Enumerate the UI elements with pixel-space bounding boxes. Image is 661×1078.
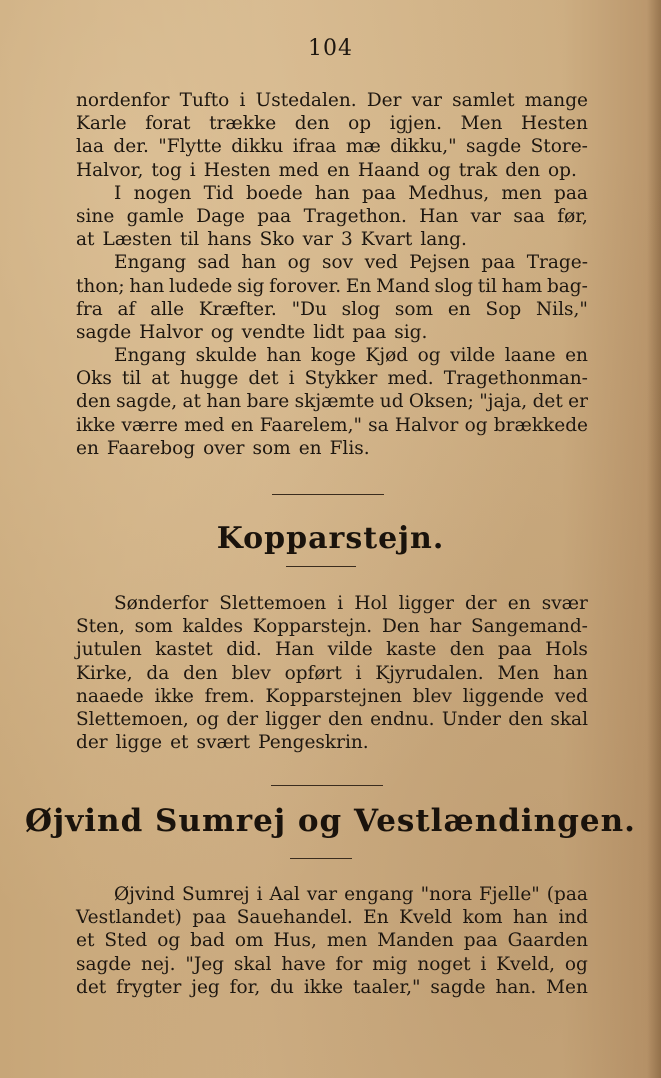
- word: svært: [196, 732, 251, 754]
- word: Halvor,: [76, 159, 144, 181]
- word: og: [427, 159, 451, 181]
- section-1-text: [76, 89, 588, 460]
- word: Trage-: [526, 252, 588, 274]
- word: er: [568, 391, 588, 413]
- word: den: [76, 391, 111, 413]
- word: den: [505, 159, 540, 181]
- word: Sønderfor: [114, 593, 209, 614]
- section-2-text: [76, 592, 588, 754]
- word: Store-: [530, 136, 588, 158]
- word: den: [328, 708, 363, 730]
- word: En: [345, 275, 372, 297]
- word: boede: [245, 182, 303, 204]
- text-line: [76, 251, 588, 274]
- text-line: [76, 321, 588, 344]
- word: taaler,": [352, 976, 421, 998]
- word: trække: [209, 113, 277, 135]
- word: Kopparstejn.: [252, 616, 373, 638]
- word: med.: [387, 368, 434, 390]
- word: Men: [546, 976, 588, 998]
- text-line: [76, 592, 588, 615]
- word: han.: [495, 976, 537, 998]
- word: i: [480, 953, 487, 975]
- word: paa: [481, 252, 516, 274]
- divider-rule-1: [272, 494, 384, 495]
- word: et: [76, 930, 95, 952]
- word: hans: [207, 229, 252, 251]
- word: mæ: [345, 136, 381, 158]
- text-line: [76, 390, 588, 413]
- word: ind: [558, 907, 588, 929]
- word: der: [465, 593, 497, 614]
- text-line: [76, 906, 588, 929]
- word: ikke: [154, 685, 194, 707]
- word: Sauehandel.: [236, 907, 353, 929]
- word: Ustedalen.: [255, 90, 357, 111]
- word: "Flytte: [158, 136, 222, 158]
- word: han: [553, 662, 588, 684]
- word: en: [76, 437, 99, 459]
- word: har: [429, 616, 462, 638]
- word: nej.: [141, 953, 176, 975]
- word: ludede: [168, 275, 233, 297]
- word: slog: [341, 298, 381, 320]
- word: men: [501, 182, 542, 204]
- word: Dage: [196, 205, 245, 227]
- word: Slettemoen: [219, 593, 327, 614]
- word: Men: [497, 662, 540, 684]
- word: det: [532, 391, 563, 413]
- word: Kveld,: [496, 953, 556, 975]
- word: og: [564, 953, 588, 975]
- word: paa: [463, 930, 498, 952]
- text-line: [76, 929, 588, 952]
- word: Stykker: [304, 368, 378, 390]
- word: Han: [275, 639, 315, 661]
- word: at: [182, 391, 201, 413]
- word: med: [184, 414, 225, 436]
- word: Men: [460, 113, 503, 135]
- heading-kopparstejn: Kopparstejn.: [216, 521, 445, 556]
- word: i: [337, 593, 344, 614]
- word: Slettemoen,: [76, 708, 189, 730]
- word: frem.: [204, 685, 255, 707]
- heading-ojvind-sumrej: Øjvind Sumrej og Vestlændingen.: [25, 803, 636, 839]
- text-line: [76, 437, 588, 460]
- word: forat: [145, 113, 191, 135]
- word: Flis.: [329, 437, 370, 459]
- word: ligger: [265, 708, 321, 730]
- word: den: [294, 113, 330, 135]
- divider-rule-3: [271, 785, 383, 786]
- section-3-text: [76, 883, 588, 999]
- word: Kræfter.: [198, 298, 277, 320]
- word: vendte: [241, 321, 306, 343]
- word: Der: [366, 90, 402, 111]
- word: liggende: [462, 685, 544, 707]
- word: ikke: [303, 976, 344, 998]
- word: sagde,: [116, 391, 178, 413]
- word: Fjelle": [478, 884, 540, 905]
- word: ligger: [398, 593, 454, 614]
- word: Hesten: [521, 113, 588, 135]
- text-line: [76, 112, 588, 135]
- word: sov: [322, 252, 354, 274]
- text-line: [76, 275, 588, 298]
- word: om: [234, 930, 264, 952]
- word: Pengeskrin.: [258, 732, 369, 754]
- word: koge: [310, 345, 356, 367]
- word: nogen: [133, 182, 192, 204]
- word: "Jeg: [185, 953, 225, 975]
- text-line: [76, 638, 588, 661]
- word: 3: [340, 229, 353, 251]
- word: Sumrej: [182, 884, 250, 905]
- word: skjæmte: [294, 391, 375, 413]
- word: sig.: [394, 321, 428, 343]
- word: "Du: [291, 298, 327, 320]
- text-line: [76, 662, 588, 685]
- word: sagde: [430, 976, 486, 998]
- word: den: [183, 662, 218, 684]
- word: dikku: [231, 136, 284, 158]
- word: have: [281, 953, 326, 975]
- word: bad: [190, 930, 225, 952]
- word: fra: [76, 298, 103, 320]
- word: Haand: [357, 159, 420, 181]
- word: sagde: [76, 321, 132, 343]
- word: Medhus,: [408, 182, 490, 204]
- word: ikke: [76, 414, 116, 436]
- word: skal: [550, 708, 588, 730]
- word: Hus,: [273, 930, 317, 952]
- word: Hesten: [203, 159, 271, 181]
- text-line: [76, 89, 588, 112]
- word: en: [230, 414, 254, 436]
- word: Tufto: [179, 90, 230, 111]
- word: kaste: [386, 639, 437, 661]
- text-line: [76, 708, 588, 731]
- word: der: [76, 732, 108, 754]
- word: En: [363, 907, 389, 929]
- word: værre: [121, 414, 178, 436]
- word: jeg: [191, 976, 220, 998]
- word: paa: [554, 182, 588, 204]
- word: over: [203, 437, 245, 459]
- word: "jaja,: [479, 391, 528, 413]
- text-line: [76, 953, 588, 976]
- word: frygter: [116, 976, 182, 998]
- word: Hol: [354, 593, 388, 614]
- word: bag-: [546, 275, 588, 297]
- word: naaede: [76, 685, 144, 707]
- word: at: [151, 368, 170, 390]
- word: nordenfor: [76, 90, 170, 111]
- word: Mand: [376, 275, 430, 297]
- word: han: [241, 252, 277, 274]
- word: laa: [76, 136, 104, 158]
- word: ved: [554, 685, 588, 707]
- word: mange: [524, 90, 588, 111]
- word: "nora: [420, 884, 473, 905]
- word: tog: [151, 159, 182, 181]
- page-number: 104: [308, 36, 353, 61]
- word: Vestlandet): [76, 907, 182, 929]
- text-line: [76, 205, 588, 228]
- text-line: [76, 298, 588, 321]
- word: i: [256, 884, 263, 905]
- word: gamle: [126, 205, 184, 227]
- word: svær: [541, 593, 588, 614]
- word: Kjød: [365, 345, 409, 367]
- word: og: [464, 414, 488, 436]
- word: I: [114, 182, 122, 204]
- word: den: [449, 639, 485, 661]
- word: Sten,: [76, 616, 125, 638]
- word: som: [134, 616, 173, 638]
- word: saa: [513, 205, 545, 227]
- word: igjen.: [389, 113, 442, 135]
- text-line: [76, 344, 588, 367]
- word: til: [179, 229, 200, 251]
- word: (paa: [546, 884, 588, 905]
- word: bare: [246, 391, 290, 413]
- word: samlet: [452, 90, 515, 111]
- word: og: [196, 708, 220, 730]
- word: en: [565, 345, 588, 367]
- word: var: [470, 205, 501, 227]
- text-line: [76, 976, 588, 999]
- word: sad: [197, 252, 230, 274]
- word: kaldes: [182, 616, 243, 638]
- word: vilde: [327, 639, 373, 661]
- word: engang: [344, 884, 414, 905]
- word: et: [170, 732, 189, 754]
- word: blev: [412, 685, 452, 707]
- text-line: [76, 182, 588, 205]
- word: paa: [192, 907, 227, 929]
- word: thon;: [76, 275, 125, 297]
- word: Faarelem,": [259, 414, 362, 436]
- word: den: [508, 708, 544, 730]
- word: der: [226, 708, 259, 730]
- word: Halvor: [139, 321, 203, 343]
- word: ifraa: [292, 136, 337, 158]
- word: paa: [497, 639, 532, 661]
- word: slog: [434, 275, 473, 297]
- divider-rule-2: [286, 566, 356, 567]
- word: paa: [362, 182, 396, 204]
- word: Kjyrudalen.: [375, 662, 484, 684]
- text-line: [76, 159, 588, 182]
- word: Oks: [76, 368, 112, 390]
- word: ved: [364, 252, 398, 274]
- word: Sted: [104, 930, 148, 952]
- word: for: [335, 953, 363, 975]
- word: i: [239, 90, 246, 111]
- word: sa: [368, 414, 389, 436]
- word: en: [326, 159, 350, 181]
- word: og: [210, 321, 234, 343]
- word: op: [348, 113, 372, 135]
- word: noget: [417, 953, 471, 975]
- word: før,: [557, 205, 588, 227]
- text-line: [76, 615, 588, 638]
- divider-rule-4: [290, 858, 352, 859]
- word: paa: [352, 321, 387, 343]
- word: Under: [441, 708, 501, 730]
- word: og: [157, 930, 181, 952]
- text-line: [76, 414, 588, 437]
- word: men: [326, 930, 368, 952]
- text-line: [76, 883, 588, 906]
- word: var: [411, 90, 442, 111]
- word: Engang: [114, 345, 187, 367]
- word: til: [121, 368, 142, 390]
- word: Manden: [377, 930, 454, 952]
- word: opført: [284, 662, 342, 684]
- word: og: [417, 345, 441, 367]
- word: Sangemand-: [470, 616, 588, 638]
- word: Hols: [545, 639, 588, 661]
- word: lidt: [313, 321, 345, 343]
- word: han: [206, 391, 242, 413]
- word: vilde: [450, 345, 496, 367]
- word: en: [447, 298, 471, 320]
- word: mig: [372, 953, 408, 975]
- text-line: [76, 367, 588, 390]
- word: hugge: [179, 368, 239, 390]
- word: Øjvind: [114, 884, 176, 905]
- text-line: [76, 685, 588, 708]
- word: Læsten: [102, 229, 172, 251]
- word: Tragethonman-: [443, 368, 588, 390]
- word: dikku,": [390, 136, 457, 158]
- word: brækkede: [493, 414, 588, 436]
- word: det: [248, 368, 279, 390]
- word: skulde: [195, 345, 257, 367]
- word: paa: [257, 205, 292, 227]
- text-line: [76, 731, 588, 754]
- word: i: [355, 662, 362, 684]
- word: Nils,": [535, 298, 588, 320]
- word: en: [507, 593, 531, 614]
- word: Aal: [269, 884, 300, 905]
- word: sagde: [76, 953, 132, 975]
- word: til: [477, 275, 497, 297]
- word: i: [288, 368, 295, 390]
- word: som: [252, 437, 291, 459]
- word: did.: [226, 639, 262, 661]
- word: var: [302, 229, 333, 251]
- word: sine: [76, 205, 115, 227]
- word: Han: [419, 205, 459, 227]
- text-line: [76, 228, 588, 251]
- word: ligge: [115, 732, 163, 754]
- word: med: [278, 159, 319, 181]
- word: der.: [113, 136, 149, 158]
- word: Den: [381, 616, 420, 638]
- word: sig: [237, 275, 265, 297]
- word: og: [287, 252, 311, 274]
- word: op.: [548, 159, 577, 181]
- word: kastet: [155, 639, 213, 661]
- word: jutulen: [76, 639, 142, 661]
- word: alle: [150, 298, 185, 320]
- word: i: [189, 159, 196, 181]
- word: da: [146, 662, 170, 684]
- word: Kveld: [399, 907, 453, 929]
- word: Engang: [114, 252, 187, 274]
- word: du: [270, 976, 294, 998]
- word: Halvor: [394, 414, 459, 436]
- word: Faarebog: [106, 437, 196, 459]
- word: var: [306, 884, 338, 905]
- word: blev: [231, 662, 271, 684]
- word: Gaarden: [507, 930, 588, 952]
- word: han: [512, 907, 548, 929]
- word: endnu.: [370, 708, 435, 730]
- word: Tid: [203, 182, 234, 204]
- word: Karle: [76, 113, 127, 135]
- word: Kvart: [360, 229, 413, 251]
- word: af: [117, 298, 136, 320]
- word: skal: [233, 953, 272, 975]
- word: Kirke,: [76, 662, 133, 684]
- word: ham: [501, 275, 543, 297]
- word: sagde: [466, 136, 522, 158]
- word: forover.: [269, 275, 342, 297]
- word: for,: [229, 976, 261, 998]
- word: Sop: [485, 298, 522, 320]
- word: Kopparstejnen: [265, 685, 402, 707]
- word: en: [298, 437, 322, 459]
- word: trak: [458, 159, 498, 181]
- word: som: [394, 298, 434, 320]
- word: det: [76, 976, 107, 998]
- word: at: [76, 229, 95, 251]
- word: Sko: [259, 229, 295, 251]
- word: lang.: [420, 229, 467, 251]
- word: laane: [504, 345, 556, 367]
- word: han: [129, 275, 165, 297]
- text-line: [76, 135, 588, 158]
- word: han: [314, 182, 350, 204]
- word: han: [266, 345, 302, 367]
- word: Tragethon.: [303, 205, 407, 227]
- word: kom: [462, 907, 503, 929]
- word: ud: [379, 391, 404, 413]
- word: Oksen;: [408, 391, 474, 413]
- word: Pejsen: [409, 252, 470, 274]
